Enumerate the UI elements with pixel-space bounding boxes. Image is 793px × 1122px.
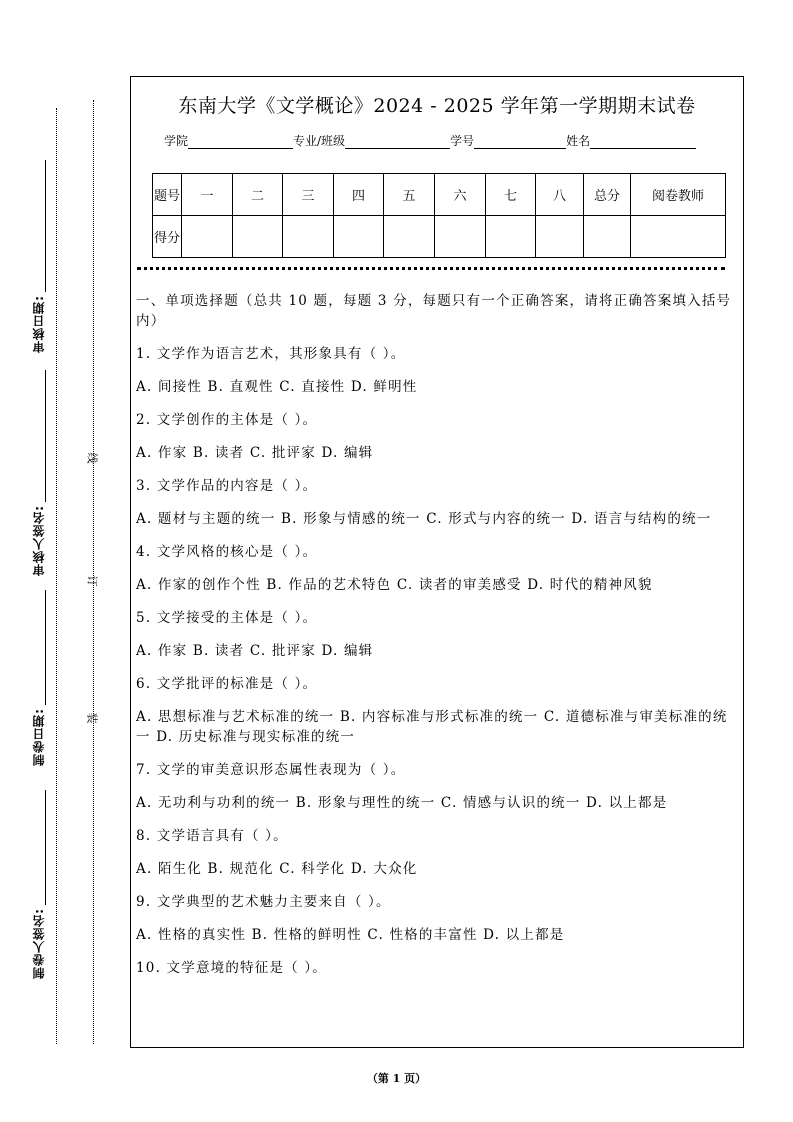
exam-frame (130, 76, 744, 1048)
margin-dotted-line-outer (56, 108, 57, 1044)
exam-title: 东南大学《文学概论》2024 - 2025 学年第一学期期末试卷 (178, 95, 696, 117)
college-field[interactable] (188, 134, 293, 149)
name-label: 姓名 (566, 134, 591, 148)
question-number-label: 题号 (153, 174, 182, 216)
question: 4. 文学风格的核心是（ ）。 (136, 544, 318, 560)
score-cell[interactable] (182, 216, 233, 258)
score-cell[interactable] (334, 216, 384, 258)
col-5: 五 (384, 174, 435, 216)
col-8: 八 (536, 174, 584, 216)
student-id-label: 学号 (450, 134, 475, 148)
question: 9. 文学典型的艺术魅力主要来自（ ）。 (136, 894, 391, 910)
question: 8. 文学语言具有（ ）。 (136, 828, 288, 844)
reviewer-label: 阅卷教师 (631, 174, 726, 216)
paper-maker-signature-label: 制卷人签名: (32, 908, 46, 979)
question-options: A. 作家 B. 读者 C. 批评家 D. 编辑 (136, 445, 374, 461)
score-cell[interactable] (435, 216, 486, 258)
major-class-label: 专业/班级 (293, 134, 346, 148)
question: 6. 文学批评的标准是（ ）。 (136, 676, 318, 692)
col-total: 总分 (584, 174, 631, 216)
paper-maker-signature-line[interactable] (45, 790, 46, 905)
col-7: 七 (486, 174, 536, 216)
reviewer-signature-line[interactable] (45, 370, 46, 502)
score-cell[interactable] (536, 216, 584, 258)
col-2: 二 (233, 174, 283, 216)
score-label: 得分 (153, 216, 182, 258)
col-6: 六 (435, 174, 486, 216)
question: 2. 文学创作的主体是（ ）。 (136, 412, 318, 428)
review-date-label: 审核日期: (32, 295, 46, 353)
score-total-cell[interactable] (584, 216, 631, 258)
question-options: A. 间接性 B. 直观性 C. 直接性 D. 鲜明性 (136, 379, 418, 395)
college-label: 学院 (164, 134, 189, 148)
score-cell[interactable] (233, 216, 283, 258)
question: 10. 文学意境的特征是（ ）。 (136, 960, 328, 976)
student-id-field[interactable] (474, 134, 566, 149)
col-1: 一 (182, 174, 233, 216)
margin-dotted-line-inner (93, 100, 94, 1044)
question-options: A. 陌生化 B. 规范化 C. 科学化 D. 大众化 (136, 861, 418, 877)
question-options: A. 作家的创作个性 B. 作品的艺术特色 C. 读者的审美感受 D. 时代的精神风貌 (136, 577, 653, 593)
score-cell[interactable] (384, 216, 435, 258)
score-cell[interactable] (283, 216, 334, 258)
question-options: A. 性格的真实性 B. 性格的鲜明性 C. 性格的丰富性 D. 以上都是 (136, 927, 565, 943)
section-heading: 一、单项选择题（总共 10 题，每题 3 分，每题只有一个正确答案，请将正确答案填入括号内） (136, 293, 732, 329)
question-options: A. 题材与主题的统一 B. 形象与情感的统一 C. 形式与内容的统一 D. 语言与结构的统一 (136, 511, 712, 527)
question-options: A. 作家 B. 读者 C. 批评家 D. 编辑 (136, 643, 374, 659)
paper-date-label: 制卷日期: (32, 708, 46, 766)
reviewer-signature-label: 审核人签名: (32, 505, 46, 576)
major-class-field[interactable] (345, 134, 450, 149)
reviewer-cell[interactable] (631, 216, 726, 258)
binding-mark-line: 线 (85, 452, 99, 464)
score-table (152, 173, 726, 258)
question-options: A. 无功利与功利的统一 B. 形象与理性的统一 C. 情感与认识的统一 D. 以上都是 (136, 795, 668, 811)
binding-mark-order: 订 (85, 575, 99, 587)
section-separator (137, 267, 725, 270)
name-field[interactable] (590, 134, 696, 149)
col-3: 三 (283, 174, 334, 216)
score-table-header-row (153, 174, 726, 216)
paper-date-line[interactable] (45, 590, 46, 705)
question: 3. 文学作品的内容是（ ）。 (136, 478, 318, 494)
col-4: 四 (334, 174, 384, 216)
student-info-row (164, 132, 696, 149)
binding-mark-pack: 装 (85, 712, 99, 724)
question: 1. 文学作为语言艺术，其形象具有（ ）。 (136, 346, 406, 362)
question: 5. 文学接受的主体是（ ）。 (136, 610, 318, 626)
score-cell[interactable] (486, 216, 536, 258)
page-number: （第 1 页） (366, 1072, 427, 1085)
score-table-score-row (153, 216, 726, 258)
exam-content (136, 291, 736, 978)
question: 7. 文学的审美意识形态属性表现为（ ）。 (136, 762, 406, 778)
review-date-line[interactable] (45, 160, 46, 292)
question-options: A. 思想标准与艺术标准的统一 B. 内容标准与形式标准的统一 C. 道德标准与审美标准的统一 D. 历史标准与现实标准的统一 (136, 709, 728, 745)
